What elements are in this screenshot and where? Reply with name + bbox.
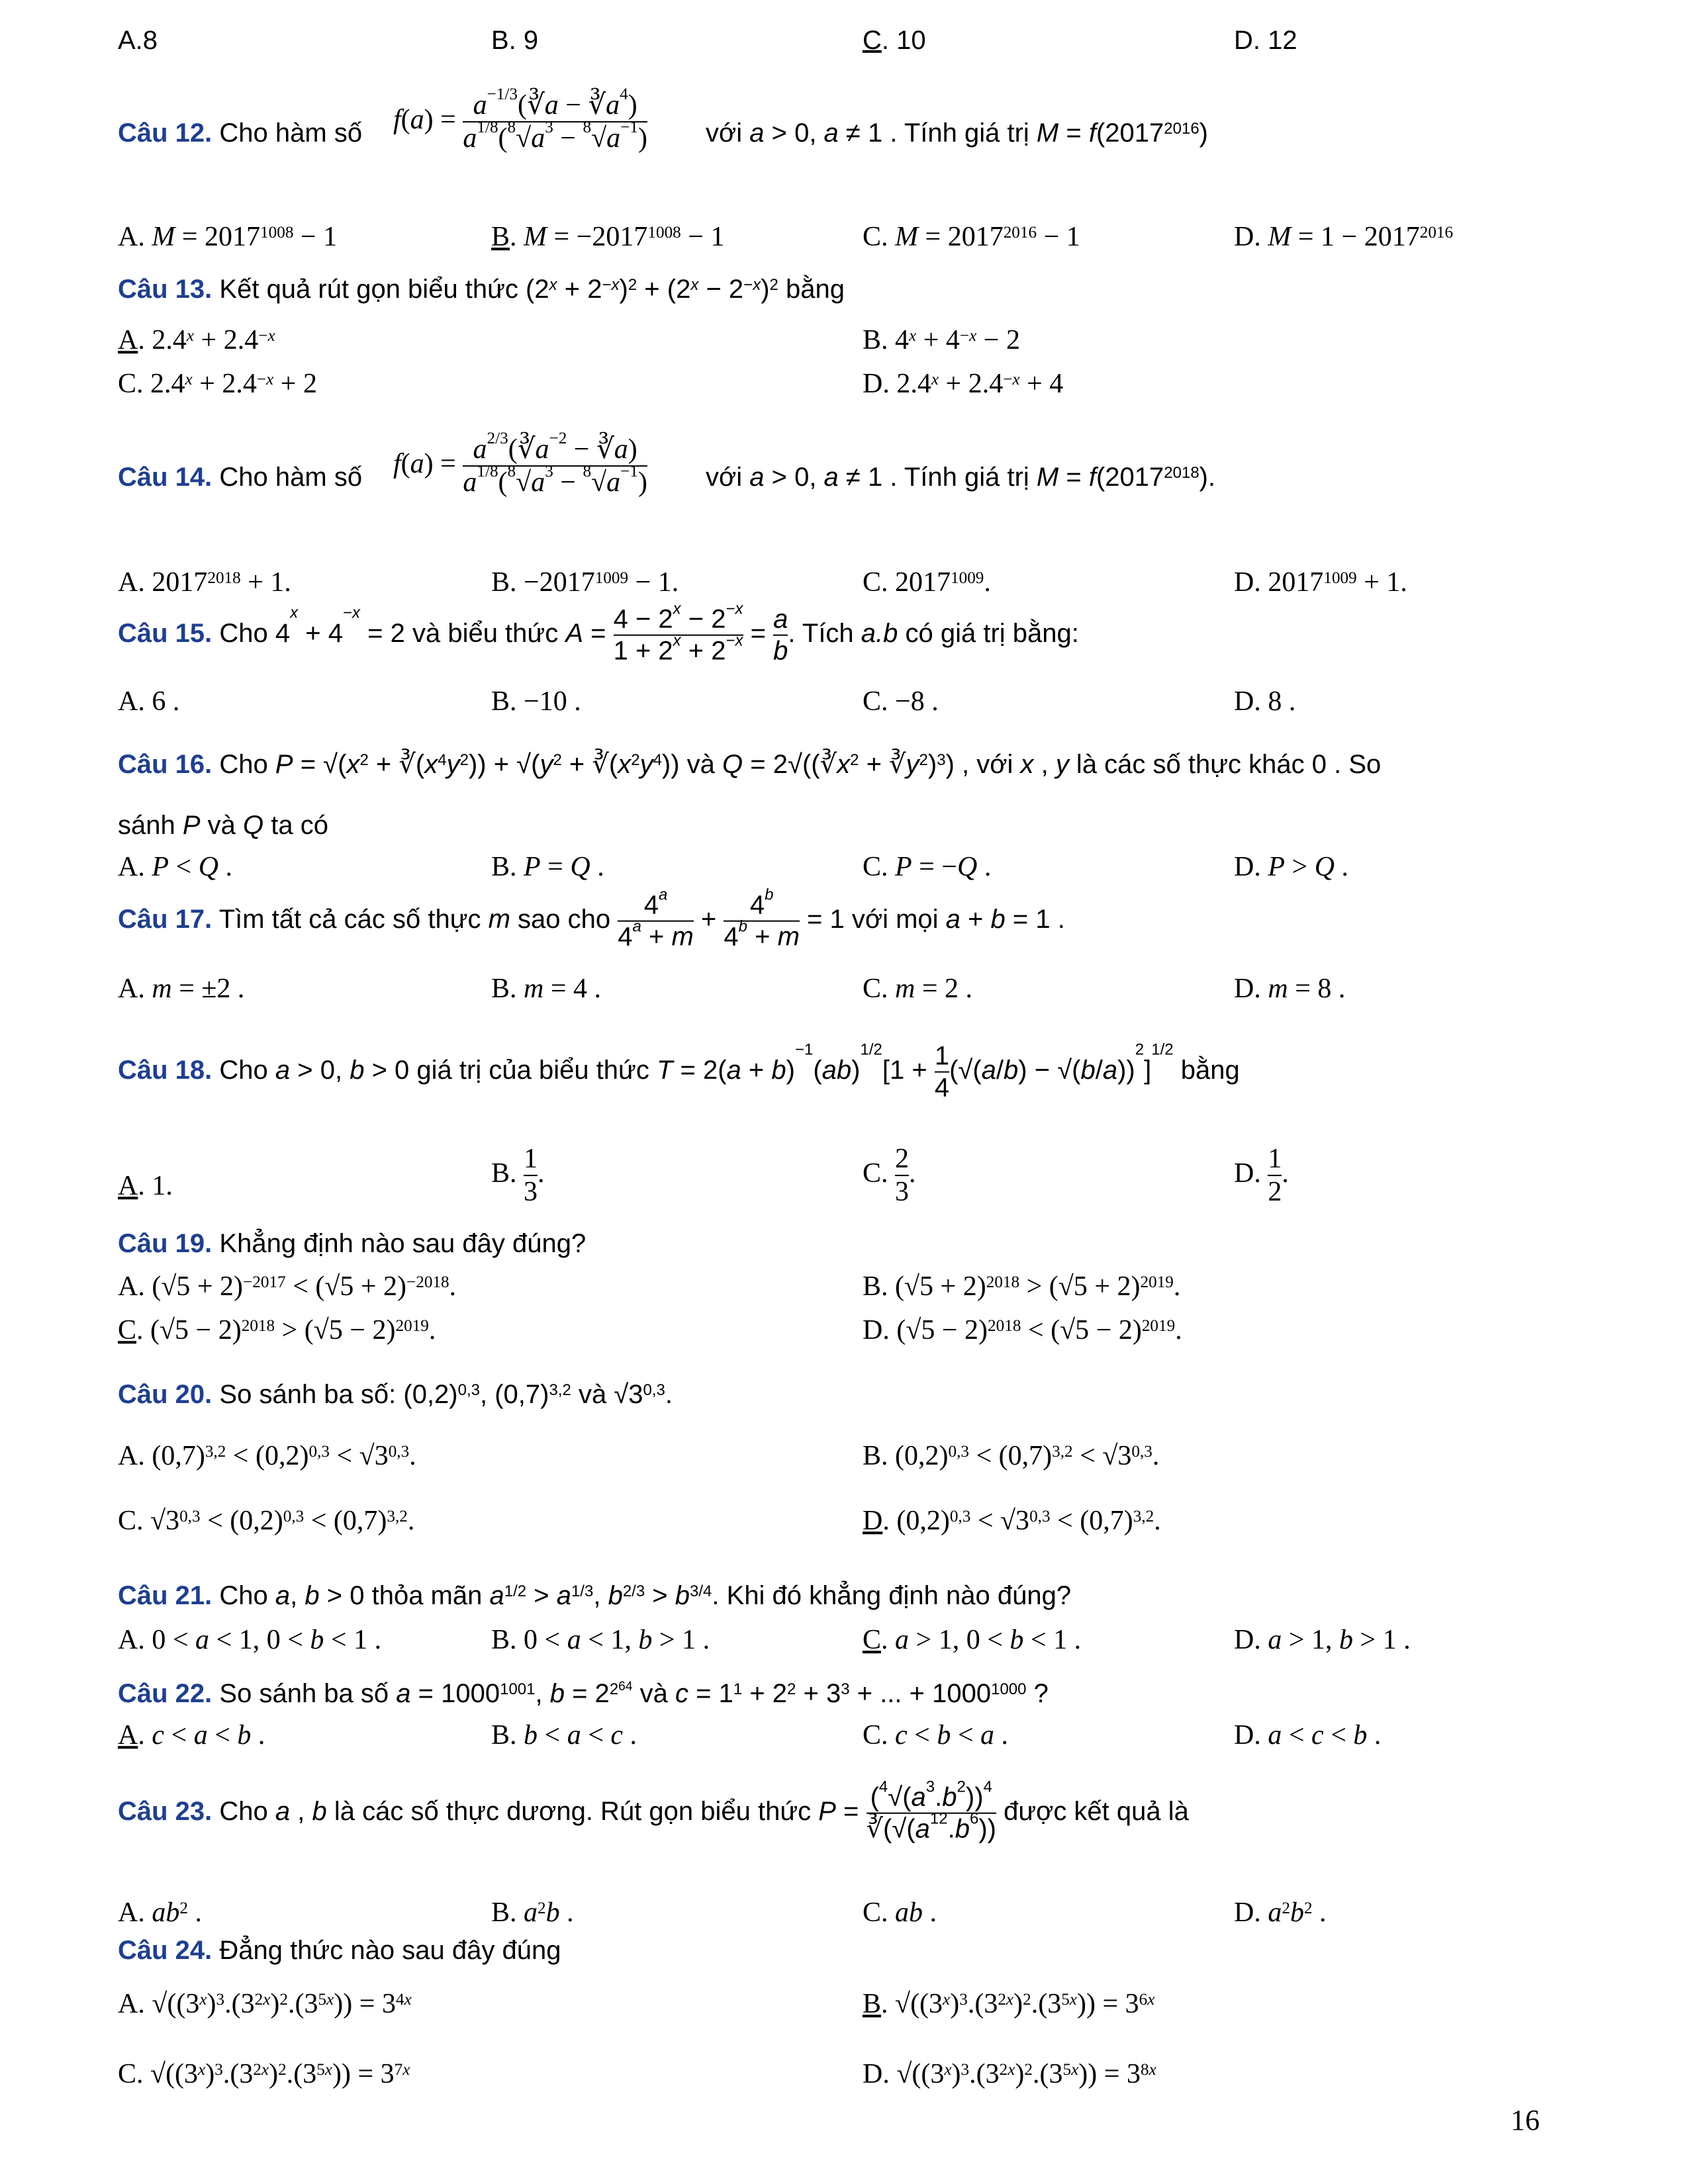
line-item: B. 0 < a < 1, b > 1 . bbox=[491, 1625, 710, 1656]
line-item: D. $a^2b^2$ . bbox=[1234, 1897, 1327, 1929]
line-item: f(a) = $\frac{a^{-1/3}(∛a - ∛a^4)}{a^{1/8}(^8√a^3 - ^8√a^{-1})}$ bbox=[393, 85, 647, 154]
line-lead: sánh P và Q ta có bbox=[118, 810, 328, 840]
line-item: C. m = 2 . bbox=[863, 974, 973, 1005]
line-lead: Câu 17. Tìm tất cả các số thực m sao cho $\frac{4^a}{4^a + m}$ + $\frac{4^b}{4^b + m}$ = 1 với mọi a + b = 1 . bbox=[118, 886, 1065, 952]
line-lead: Câu 16. Cho $P = √(x^2$ + $∛(x^4y^2)) + √(y^2$ + $∛(x^2y^4)$) và $Q = 2√((∛x^2$ + $∛y^2)^3$) , với x , y là các số thực khác 0 . So bbox=[118, 749, 1382, 779]
line-item: B. $(√5 + 2)^{2018} > (√5 + 2)^{2019}$. bbox=[863, 1271, 1181, 1302]
line-item: B. P = Q . bbox=[491, 852, 604, 883]
line-lead: Câu 23. Cho a , b là các số thực dương. Rút gọn biểu thức P = $\frac{(^4√(a^3.b^2))^4}{∛(√(a^{12}.b^6))}$ được kết quả là bbox=[118, 1778, 1189, 1844]
line-item: C. $\frac{2}{3}$ . bbox=[863, 1144, 916, 1208]
line-item: D. $M = 1 - 2017^{2016}$ bbox=[1234, 222, 1454, 253]
line-item: B. $4^x + 4^{-x} - 2$ bbox=[863, 325, 1020, 356]
line-lead: Câu 24. Đẳng thức nào sau đây đúng bbox=[118, 1935, 561, 1965]
line-lead: A. 6 . bbox=[118, 686, 180, 717]
line-item: B. $-2017^{1009} - 1$. bbox=[491, 567, 679, 598]
line-lead: C. $(√5 - 2)^{2018} > (√5 - 2)^{2019}$. bbox=[118, 1315, 436, 1346]
line-item: C. 10 bbox=[863, 25, 926, 55]
line-lead: Câu 14. Cho hàm số bbox=[118, 462, 363, 492]
line-lead: A. 1. bbox=[118, 1171, 173, 1202]
line-lead: A.8 bbox=[118, 25, 158, 55]
line-lead: Câu 15. Cho $4^x + 4^{-x} = 2$ và biểu thức A = $\frac{4 - 2^x - 2^{-x}}{1 + 2^x + 2^{-x}}$ = $\frac{a}{b}$ . Tích a.b có giá trị bằng: bbox=[118, 600, 1079, 666]
line-lead: Câu 13. Kết quả rút gọn biểu thức $(2^x + 2^{-x})^2 + (2^x - 2^{-x})^2$ bằng bbox=[118, 274, 845, 304]
line-item: D. $\frac{1}{2}$ . bbox=[1234, 1144, 1289, 1208]
page-number: 16 bbox=[1511, 2104, 1540, 2136]
line-lead: C. $2.4^x + 2.4^{-x} + 2$ bbox=[118, 369, 317, 400]
line-lead: C. $√3^{0,3} < (0,2)^{0,3} < (0,7)^{3,2}$. bbox=[118, 1506, 415, 1537]
line-lead: C. $√((3^x)^3.(3^{2x})^2.(3^{5x})) = 3^{7x}$ bbox=[118, 2059, 410, 2090]
line-item: B. $a^2b$ . bbox=[491, 1897, 574, 1929]
line-lead: A. $2.4^x + 2.4^{-x}$ bbox=[118, 325, 275, 356]
line-lead: Câu 20. So sánh ba số: $(0,2)^{0,3}$, $(0,7)^{3,2}$ và √3$^{0,3}$. bbox=[118, 1379, 673, 1409]
line-lead: A. $(0,7)^{3,2} < (0,2)^{0,3} < √3^{0,3}$. bbox=[118, 1441, 416, 1472]
line-item: C. P = −Q . bbox=[863, 852, 992, 883]
line-item: C. a > 1, 0 < b < 1 . bbox=[863, 1625, 1082, 1656]
line-lead: Câu 12. Cho hàm số bbox=[118, 118, 363, 148]
line-lead: A. c < a < b . bbox=[118, 1720, 265, 1751]
line-lead: Câu 22. So sánh ba số $a = 1000^{1001}$, $b = 2^{2^{64}}$ và $c = 1^1 + 2^2 + 3^3$ + ... + $1000^{1000}$ ? bbox=[118, 1678, 1049, 1708]
line-lead: A. $M = 2017^{1008} - 1$ bbox=[118, 222, 338, 253]
line-lead: Câu 21. Cho a, b > 0 thỏa mãn $a^{1/2} > a^{1/3}$, $b^{2/3} > b^{3/4}$. Khi đó khẳng định nào đúng? bbox=[118, 1580, 1072, 1610]
line-item: C. c < b < a . bbox=[863, 1720, 1009, 1751]
line-item: D. $2.4^x + 2.4^{-x} + 4$ bbox=[863, 369, 1064, 400]
line-item: với a > 0, a ≠ 1 . Tính giá trị $M = f(2017^{2018})$. bbox=[706, 462, 1216, 492]
line-lead: Câu 18. Cho a > 0, b > 0 giá trị của biểu thức $T = 2(a + b)^{-1}(ab)^{1/2}[1$ + $\frac{1}{4}$ $(√(a/b) - √(b/a))^2]^{1/2}$ bằng bbox=[118, 1040, 1240, 1103]
line-item: B. $M = -2017^{1008} - 1$ bbox=[491, 222, 725, 253]
line-item: D. $(0,2)^{0,3} < √3^{0,3} < (0,7)^{3,2}$. bbox=[863, 1506, 1161, 1537]
line-item: D. m = 8 . bbox=[1234, 974, 1346, 1005]
line-lead: A. $2017^{2018} + 1$. bbox=[118, 567, 291, 598]
line-item: B. b < a < c . bbox=[491, 1720, 637, 1751]
line-item: B. 9 bbox=[491, 25, 539, 55]
line-lead: A. 0 < a < 1, 0 < b < 1 . bbox=[118, 1625, 382, 1656]
line-lead: A. m = ±2 . bbox=[118, 974, 245, 1005]
line-item: D. a > 1, b > 1 . bbox=[1234, 1625, 1411, 1656]
line-item: B. $(0,2)^{0,3} < (0,7)^{3,2} < √3^{0,3}$. bbox=[863, 1441, 1160, 1472]
line-item: C. −8 . bbox=[863, 686, 939, 717]
line-item: B. m = 4 . bbox=[491, 974, 602, 1005]
line-lead: A. P < Q . bbox=[118, 852, 233, 883]
line-lead: A. $√((3^x)^3.(3^{2x})^2.(3^{5x})) = 3^{4x}$ bbox=[118, 1989, 412, 2020]
line-lead: Câu 19. Khẳng định nào sau đây đúng? bbox=[118, 1228, 586, 1258]
line-item: B. $√((3^x)^3.(3^{2x})^2.(3^{5x})) = 3^{6x}$ bbox=[863, 1989, 1155, 2020]
line-lead: A. $ab^2$ . bbox=[118, 1897, 202, 1929]
line-item: D. $(√5 - 2)^{2018} < (√5 - 2)^{2019}$. bbox=[863, 1315, 1182, 1346]
line-lead: A. $(√5 + 2)^{-2017} < (√5 + 2)^{-2018}$. bbox=[118, 1271, 457, 1302]
line-item: D. P > Q . bbox=[1234, 852, 1349, 883]
line-item: D. $2017^{1009} + 1$. bbox=[1234, 567, 1407, 598]
line-item: D. a < c < b . bbox=[1234, 1720, 1382, 1751]
line-item: với a > 0, a ≠ 1 . Tính giá trị $M = f(2017^{2016})$ bbox=[706, 118, 1208, 148]
line-item: f(a) = $\frac{a^{2/3}(∛a^{-2} - ∛a)}{a^{1/8}(^8√a^3 - ^8√a^{-1})}$ bbox=[393, 430, 647, 498]
line-item: D. 8 . bbox=[1234, 686, 1296, 717]
line-item: C. $M = 2017^{2016} - 1$ bbox=[863, 222, 1080, 253]
line-item: D. $√((3^x)^3.(3^{2x})^2.(3^{5x})) = 3^{8x}$ bbox=[863, 2059, 1156, 2090]
line-item: C. $2017^{1009}$. bbox=[863, 567, 991, 598]
line-item: D. 12 bbox=[1234, 25, 1297, 55]
line-item: C. ab . bbox=[863, 1897, 937, 1929]
line-item: B. −10 . bbox=[491, 686, 581, 717]
line-item: B. $\frac{1}{3}$ . bbox=[491, 1144, 545, 1208]
